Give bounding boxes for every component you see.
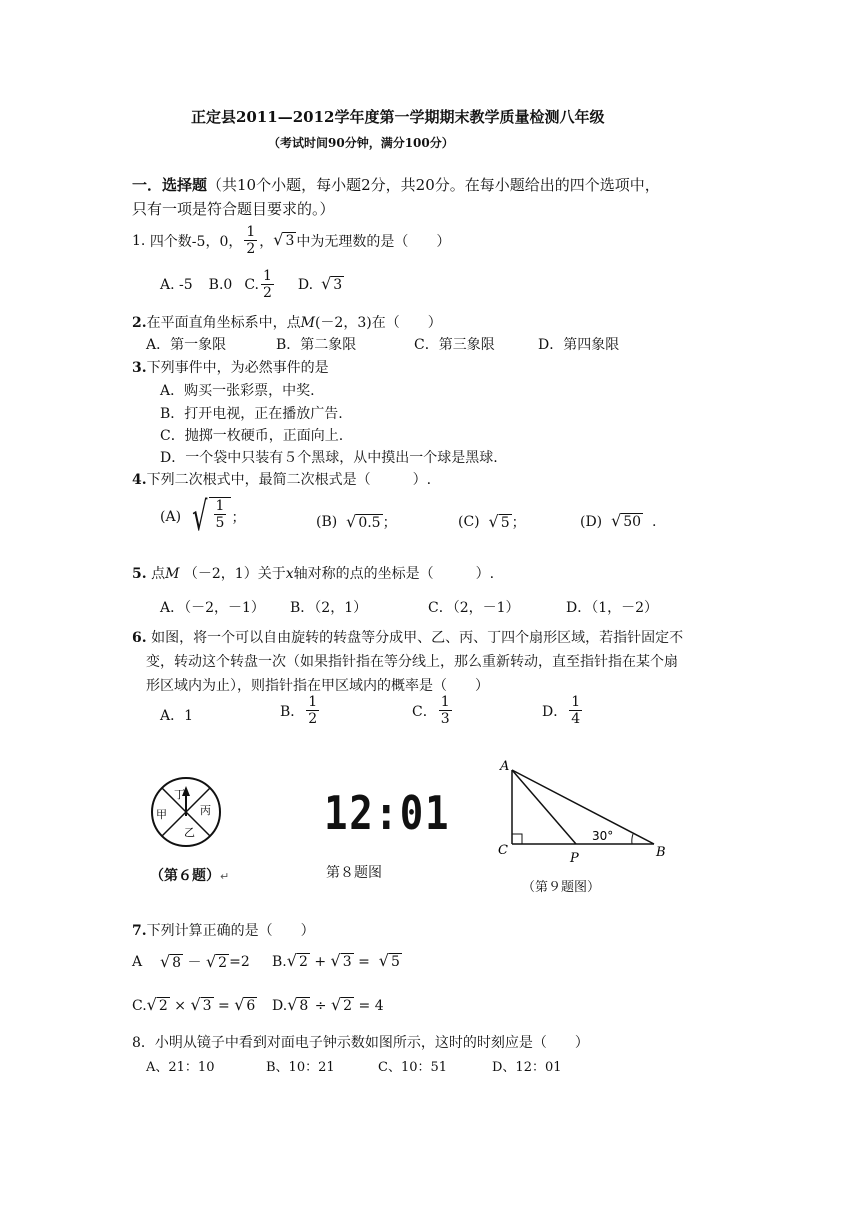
section-heading: 一．选择题 xyxy=(132,176,208,194)
q1-radical: √ 3 xyxy=(273,230,295,249)
q7-option-a: A √ 8 － √ 2 =2 xyxy=(132,951,250,971)
q6-line-3: 形区域内为止），则指针指在甲区域内的概率是（ ） xyxy=(146,678,489,694)
q1-stem-a: 四个数-5，0， xyxy=(149,233,243,250)
q2-option-a: A．第一象限 xyxy=(146,337,227,353)
section-intro-a: （共10个小题，每小题2分，共20分。在每小题给出的四个选项中， xyxy=(207,176,660,194)
q5-option-d: D．（1，－2） xyxy=(566,600,659,616)
q2-option-c: C．第三象限 xyxy=(414,337,495,353)
q4-stem: 4.下列二次根式中，最简二次根式是（ ）. xyxy=(132,472,432,488)
q3-option-c: C．抛掷一枚硬币，正面向上. xyxy=(160,428,344,444)
q8-stem: 8．小明从镜子中看到对面电子钟示数如图所示，这时的时刻应是（ ） xyxy=(132,1035,589,1051)
q6-number: 6. xyxy=(132,630,147,646)
q4-number: 4. xyxy=(132,472,147,488)
spinner-label-jia: 甲 xyxy=(156,808,167,821)
q1-option-d-radical: √ 3 xyxy=(321,274,343,293)
q6-line-1: 6. 如图，将一个可以自由旋转的转盘等分成甲、乙、丙、丁四个扇形区域，若指针固定不 xyxy=(132,630,684,646)
q8-options xyxy=(146,1056,562,1075)
q5-stem: 5. 点M （－2，1）关于x轴对称的点的坐标是（ ）. xyxy=(132,566,495,582)
q7-number: 7. xyxy=(132,923,147,939)
q1-option-d: D. xyxy=(297,276,314,293)
q2-options xyxy=(146,334,620,354)
q6-option-a: A．1 xyxy=(160,708,194,724)
q6-option-b: B． $\frac{1}{2}$ xyxy=(280,694,318,727)
spinner-figure xyxy=(148,772,228,852)
q7-stem: 7.下列计算正确的是（ ） xyxy=(132,923,315,939)
q7-option-b: B. √ 2 + √ 3 = √ 5 xyxy=(272,951,400,970)
q4-option-c: (C) √ 5 ； xyxy=(458,511,526,531)
q7-option-c: C. √ 2 × √ 3 = √ 6 xyxy=(132,995,256,1014)
triangle-figure xyxy=(496,758,676,868)
q5-options xyxy=(160,597,659,617)
q2-number: 2. xyxy=(132,315,147,331)
triangle-label-a: A xyxy=(500,759,510,774)
q1-options xyxy=(160,268,344,301)
q1-option-c: C. xyxy=(244,276,259,293)
right-angle-icon xyxy=(512,834,522,844)
q3-stem: 3.下列事件中，为必然事件的是 xyxy=(132,360,329,376)
q6-line-2: 变，转动这个转盘一次（如果指针指在等分线上，那么重新转动，直至指针指在某个扇 xyxy=(146,654,678,670)
q1-stem-b: ， xyxy=(259,233,274,250)
q2-option-b: B．第二象限 xyxy=(276,337,357,353)
q1-option-b: B.0 xyxy=(208,276,233,293)
q4-option-b: (B) √ 0.5 ； xyxy=(316,511,397,531)
q8-option-d: D、12：01 xyxy=(492,1060,562,1075)
q1-fraction: $\frac{1}{2}$ xyxy=(246,224,256,257)
q6-option-c: C． $\frac{1}{3}$ xyxy=(412,694,450,727)
triangle-caption: （第９题图） xyxy=(522,880,601,895)
q5-option-a: A．（－2，－1） xyxy=(160,600,265,616)
q4-option-a: (A) √ $\frac{1}{5}$ ； xyxy=(160,494,246,540)
page-title: 正定县2011—2012学年度第一学期期末教学质量检测八年级 xyxy=(191,108,605,126)
q8-number: 8． xyxy=(132,1035,155,1051)
q5-number: 5. xyxy=(132,566,147,582)
q4-option-d: (D) √ 50 . xyxy=(580,511,657,530)
q3-number: 3. xyxy=(132,360,147,376)
q1-option-a: A. -5 xyxy=(160,276,193,293)
q5-option-c: C．（2，－1） xyxy=(428,600,520,616)
angle-arc-icon xyxy=(632,834,633,844)
page-subtitle: （考试时间90分钟，满分100分） xyxy=(268,136,454,150)
q7-option-d: D. √ 8 ÷ √ 2 = 4 xyxy=(272,995,384,1014)
triangle-angle-label: 30° xyxy=(592,829,614,843)
q8-option-b: B、10：21 xyxy=(266,1060,335,1075)
triangle-label-p: P xyxy=(570,851,579,866)
triangle-segment-ap xyxy=(512,770,576,844)
q1-stem-c: 中为无理数的是（ ） xyxy=(296,233,451,250)
triangle-side-ab xyxy=(512,770,654,844)
spinner-caption: （第６题）↵ xyxy=(150,868,230,884)
q1-option-c-fraction: $\frac{1}{2}$ xyxy=(262,268,272,301)
triangle-label-c: C xyxy=(498,843,508,858)
spinner-label-yi: 乙 xyxy=(184,826,195,839)
q1-stem xyxy=(132,224,450,257)
q1-number: 1. xyxy=(132,232,146,249)
q8-option-c: C、10：51 xyxy=(378,1060,448,1075)
clock-caption: 第８题图 xyxy=(326,865,382,881)
spinner-label-ding: 丁 xyxy=(174,788,185,801)
section-intro-b: 只有一项是符合题目要求的。） xyxy=(132,200,335,218)
q2-option-d: D．第四象限 xyxy=(538,337,620,353)
q4-option-a-radical: √ $\frac{1}{5}$ xyxy=(187,497,231,537)
q6-option-d: D． $\frac{1}{4}$ xyxy=(542,694,581,727)
q3-option-d: D．一个袋中只装有５个黑球，从中摸出一个球是黑球. xyxy=(160,450,498,466)
section-intro xyxy=(132,174,660,195)
triangle-label-b: B xyxy=(656,845,666,860)
q3-option-a: A．购买一张彩票，中奖. xyxy=(160,383,315,399)
q3-option-b: B．打开电视，正在播放广告. xyxy=(160,406,343,422)
spinner-label-bing: 丙 xyxy=(200,804,211,817)
q2-stem: 2.在平面直角坐标系中，点M(－2，3)在（ ） xyxy=(132,315,442,331)
q8-option-a: A、21：10 xyxy=(146,1060,215,1075)
digital-clock: 12:01 xyxy=(324,786,451,840)
q5-option-b: B．（2，1） xyxy=(290,600,368,616)
